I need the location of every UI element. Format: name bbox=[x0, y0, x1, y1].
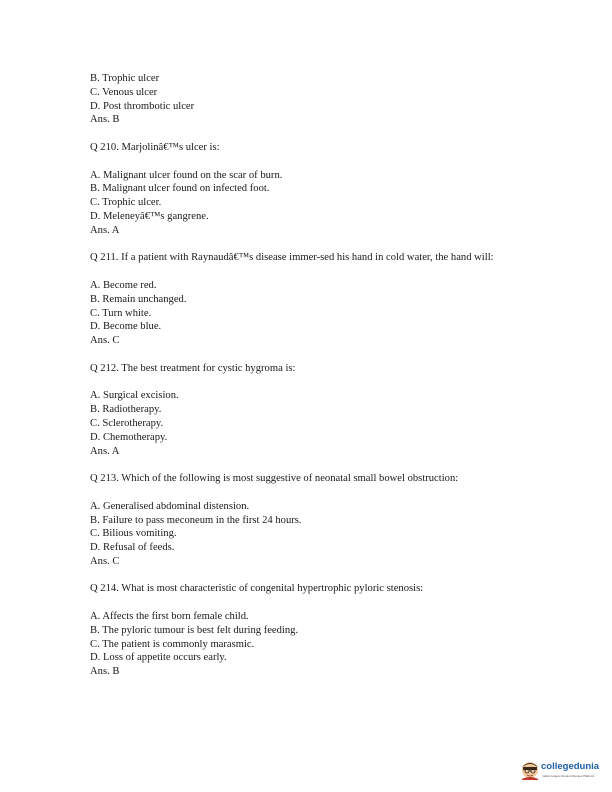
spacer bbox=[90, 486, 530, 500]
spacer bbox=[90, 127, 530, 141]
spacer bbox=[90, 376, 530, 390]
student-avatar-icon bbox=[520, 758, 540, 780]
option-line: C. Turn white. bbox=[90, 307, 152, 319]
question-text: Q 213. Which of the following is most suggestive of neonatal small bowel obstruction: bbox=[90, 473, 459, 485]
option-line: C. Trophic ulcer. bbox=[90, 197, 162, 209]
question-block-213 bbox=[90, 472, 530, 582]
spacer bbox=[90, 155, 530, 169]
option-line: C. Bilious vomiting. bbox=[90, 528, 177, 540]
spacer bbox=[90, 569, 530, 583]
carryover-block bbox=[90, 72, 530, 141]
option-line: C. The patient is commonly marasmic. bbox=[90, 638, 255, 650]
question-text: Q 210. Marjolinâ€™s ulcer is: bbox=[90, 141, 220, 153]
answer-line: Ans. A bbox=[90, 445, 120, 457]
answer-line: Ans. A bbox=[90, 224, 120, 236]
question-text: Q 211. If a patient with Raynaudâ€™s disease immer-sed his hand in cold water, the hand will: bbox=[90, 252, 494, 264]
option-line: D. Chemotherapy. bbox=[90, 431, 168, 443]
question-text: Q 214. What is most characteristic of congenital hypertrophic pyloric stenosis: bbox=[90, 583, 424, 595]
option-line: D. Become blue. bbox=[90, 321, 162, 333]
option-line: B. Radiotherapy. bbox=[90, 404, 162, 416]
option-line: D. Post thrombotic ulcer bbox=[90, 100, 195, 112]
answer-line: Ans. B bbox=[90, 666, 120, 678]
question-block-211 bbox=[90, 251, 530, 361]
question-block-210 bbox=[90, 141, 530, 251]
spacer bbox=[90, 596, 530, 610]
answer-line: Ans. C bbox=[90, 335, 120, 347]
option-line: A. Affects the first born female child. bbox=[90, 611, 249, 623]
question-block-212 bbox=[90, 362, 530, 472]
option-line: A. Generalised abdominal distension. bbox=[90, 500, 250, 512]
option-line: A. Surgical excision. bbox=[90, 390, 179, 402]
option-line: D. Loss of appetite occurs early. bbox=[90, 652, 227, 664]
answer-line: Ans. C bbox=[90, 555, 120, 567]
logo-wordmark: collegedunia bbox=[541, 761, 600, 772]
spacer bbox=[90, 458, 530, 472]
spacer bbox=[90, 265, 530, 279]
spacer bbox=[90, 238, 530, 252]
option-line: B. Failure to pass meconeum in the first 24 hours. bbox=[90, 514, 302, 526]
answer-line: Ans. B bbox=[90, 114, 120, 126]
option-line: A. Malignant ulcer found on the scar of burn. bbox=[90, 169, 283, 181]
option-line: C. Sclerotherapy. bbox=[90, 417, 164, 429]
question-block-214 bbox=[90, 582, 530, 679]
option-line: B. Trophic ulcer bbox=[90, 73, 160, 84]
option-line: A. Become red. bbox=[90, 279, 157, 291]
document-page bbox=[90, 72, 530, 679]
logo-tagline: India's largest Student Review Platform bbox=[542, 774, 595, 778]
spacer bbox=[90, 348, 530, 362]
option-line: C. Venous ulcer bbox=[90, 86, 158, 98]
option-line: D. Meleneyâ€™s gangrene. bbox=[90, 210, 209, 222]
option-line: D. Refusal of feeds. bbox=[90, 542, 175, 554]
option-line: B. Remain unchanged. bbox=[90, 293, 187, 305]
option-line: B. The pyloric tumour is best felt during feeding. bbox=[90, 624, 299, 636]
question-text: Q 212. The best treatment for cystic hygroma is: bbox=[90, 362, 296, 374]
option-line: B. Malignant ulcer found on infected foot. bbox=[90, 183, 270, 195]
collegedunia-logo[interactable] bbox=[520, 758, 600, 784]
